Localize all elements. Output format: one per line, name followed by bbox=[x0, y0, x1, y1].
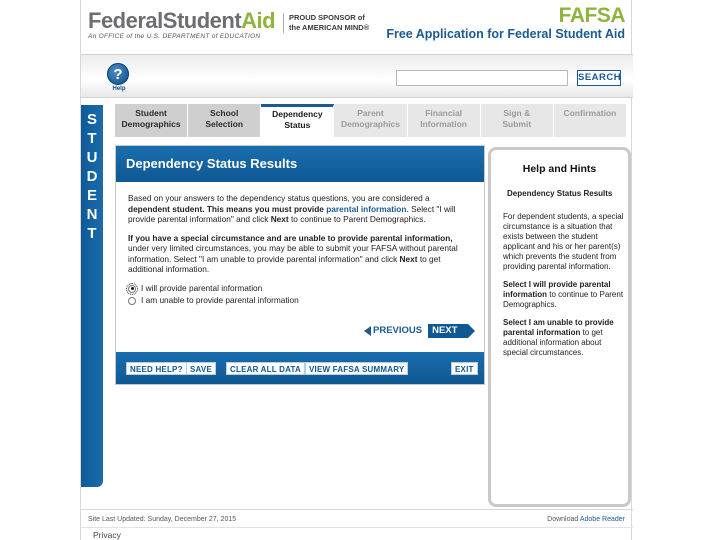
progress-steps bbox=[115, 104, 627, 137]
text: to get additional information about special circumstances. bbox=[503, 328, 603, 357]
text: If you have a special circumstance and are unable to provide parental information, bbox=[128, 232, 453, 243]
search-input[interactable] bbox=[396, 70, 568, 86]
question-mark-icon: ? bbox=[107, 63, 129, 85]
instructions-paragraph-1 bbox=[128, 193, 464, 225]
step-label: Parent bbox=[357, 108, 384, 118]
page-title: Dependency Status Results bbox=[116, 146, 484, 182]
option-provide-parental-info[interactable] bbox=[128, 283, 464, 295]
text: Next bbox=[399, 253, 418, 264]
need-help-button[interactable]: NEED HELP? bbox=[126, 362, 187, 375]
step-label: Selection bbox=[205, 119, 244, 129]
help-panel-subtitle: Dependency Status Results bbox=[507, 189, 613, 198]
sponsor-line-1: PROUD SPONSOR of bbox=[289, 13, 365, 22]
save-button[interactable]: SAVE bbox=[186, 362, 216, 375]
footer-divider bbox=[81, 527, 633, 528]
federal-student-aid-logo[interactable] bbox=[88, 8, 275, 34]
view-fafsa-summary-button[interactable]: VIEW FAFSA SUMMARY bbox=[305, 362, 408, 375]
search-button[interactable]: SEARCH bbox=[577, 70, 621, 86]
logo-federal: Federal bbox=[88, 8, 163, 33]
step-label: Information bbox=[420, 119, 467, 129]
sponsor-line-2: the AMERICAN MIND® bbox=[289, 23, 370, 32]
step-label: Sign & bbox=[503, 108, 531, 118]
tab-letter: S bbox=[86, 111, 97, 128]
step-label: Financial bbox=[425, 108, 463, 118]
help-panel-title: Help and Hints bbox=[522, 163, 597, 175]
privacy-link[interactable]: Privacy bbox=[93, 530, 121, 540]
radio-provide-parental-info[interactable] bbox=[128, 285, 136, 293]
tab-letter: U bbox=[86, 149, 98, 166]
clear-all-data-button[interactable]: CLEAR ALL DATA bbox=[226, 362, 305, 375]
tab-letter: E bbox=[86, 187, 97, 204]
logo-student: Student bbox=[162, 8, 242, 33]
tab-letter: N bbox=[86, 206, 98, 223]
step-sign-submit bbox=[481, 104, 554, 137]
logo-aid: Aid bbox=[241, 8, 276, 33]
text: dependent student. This means you must provide bbox=[128, 203, 327, 214]
text: to get additional information. bbox=[128, 253, 441, 274]
tab-letter: D bbox=[86, 168, 98, 185]
site-header bbox=[81, 0, 633, 48]
text: Next bbox=[270, 214, 289, 224]
text: to continue to Parent Demographics. bbox=[503, 290, 624, 309]
step-parent-demographics bbox=[334, 104, 407, 137]
step-label: Demographics bbox=[340, 119, 401, 129]
tab-letter: T bbox=[87, 225, 97, 242]
text: Download bbox=[547, 516, 580, 523]
panel-body bbox=[128, 193, 464, 307]
help-paragraph bbox=[503, 280, 627, 310]
step-label: Confirmation bbox=[563, 108, 617, 118]
text: to continue to Parent Demographics. bbox=[288, 214, 426, 224]
student-tab-letters bbox=[81, 110, 103, 243]
navigation-buttons bbox=[364, 324, 468, 338]
last-updated-text: Site Last Updated: Sunday, December 27, 2015 bbox=[88, 516, 237, 523]
step-label: Submit bbox=[502, 119, 532, 129]
step-financial-information bbox=[408, 104, 481, 137]
text: Select I will provide parental information bbox=[503, 280, 611, 299]
step-dependency-status[interactable] bbox=[261, 104, 334, 137]
radio-unable-parental-info[interactable] bbox=[128, 297, 136, 305]
help-and-hints-panel bbox=[488, 147, 631, 507]
instructions-paragraph-2 bbox=[128, 233, 464, 275]
step-label: Student bbox=[135, 108, 167, 118]
dependency-results-panel bbox=[115, 145, 485, 385]
text: Select I am unable to provide parental information bbox=[503, 318, 614, 337]
step-school-selection[interactable] bbox=[188, 104, 261, 137]
parental-information-link[interactable]: parental information bbox=[326, 203, 407, 214]
toolbar bbox=[81, 54, 633, 98]
step-label: Dependency bbox=[272, 109, 323, 119]
sponsor-text bbox=[283, 13, 383, 33]
download-adobe bbox=[547, 516, 625, 523]
adobe-reader-link[interactable]: Adobe Reader bbox=[579, 516, 625, 523]
help-panel-body bbox=[503, 212, 627, 366]
fafsa-logo[interactable]: FAFSA bbox=[558, 4, 625, 27]
option-label: I am unable to provide parental information bbox=[141, 295, 299, 306]
text: . Select "I will provide parental information" and click bbox=[128, 203, 456, 224]
exit-button[interactable]: EXIT bbox=[451, 362, 478, 375]
option-label: I will provide parental information bbox=[141, 283, 263, 294]
help-label: Help bbox=[112, 86, 126, 92]
help-paragraph bbox=[503, 318, 627, 358]
previous-button[interactable]: PREVIOUS bbox=[364, 324, 422, 338]
logo-tagline: An OFFICE of the U.S. DEPARTMENT of EDUCATION bbox=[88, 33, 261, 40]
help-paragraph: For dependent students, a special circumstance is a situation that exists between the student applicant and his or her parent(s) which prevents the student from providing parental information. bbox=[503, 212, 624, 271]
tab-letter: T bbox=[87, 130, 97, 147]
fafsa-subtitle: Free Application for Federal Student Aid bbox=[386, 27, 625, 41]
next-button[interactable]: NEXT bbox=[428, 324, 468, 338]
fafsa-page bbox=[80, 0, 632, 540]
footer-divider bbox=[81, 509, 633, 510]
step-confirmation bbox=[554, 104, 627, 137]
help-button[interactable] bbox=[107, 63, 131, 95]
step-student-demographics[interactable] bbox=[115, 104, 188, 137]
action-bar bbox=[116, 352, 484, 384]
option-unable-parental-info[interactable] bbox=[128, 295, 464, 307]
step-label: Demographics bbox=[121, 119, 181, 129]
text: under very limited circumstances, you may be able to submit your FAFSA without parental information. Select "I am unable to provide parental information" and click bbox=[128, 243, 458, 264]
text: Based on your answers to the dependency status questions, you are considered a bbox=[128, 193, 430, 203]
step-label: Status bbox=[284, 120, 311, 130]
step-label: School bbox=[210, 108, 239, 118]
